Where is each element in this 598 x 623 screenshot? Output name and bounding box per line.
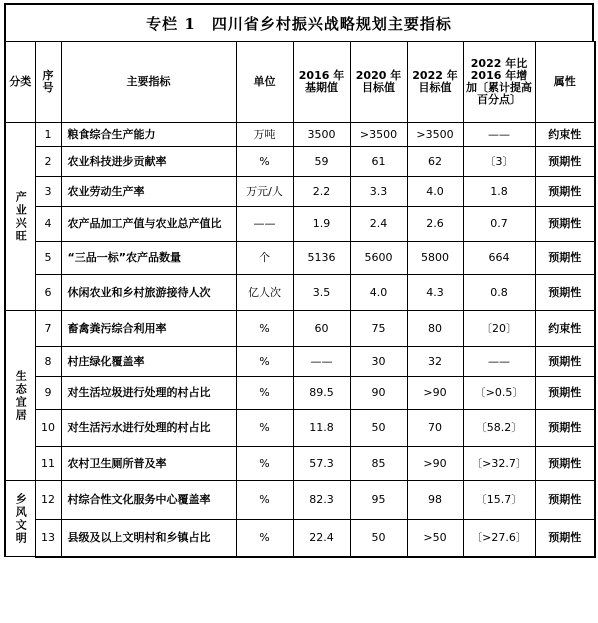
row-indicator: 农村卫生厕所普及率 bbox=[61, 447, 236, 481]
row-attr: 预期性 bbox=[535, 177, 595, 207]
row-attr: 约束性 bbox=[535, 123, 595, 147]
row-indicator: “三品一标”农产品数量 bbox=[61, 242, 236, 275]
row-target-2022: 2.6 bbox=[407, 207, 463, 242]
header-base-2016: 2016 年基期值 bbox=[293, 42, 350, 123]
row-indicator: 农业科技进步贡献率 bbox=[61, 147, 236, 177]
row-indicator: 县级及以上文明村和乡镇占比 bbox=[61, 520, 236, 557]
row-target-2022: 4.0 bbox=[407, 177, 463, 207]
row-unit: % bbox=[236, 447, 293, 481]
row-base-2016: 57.3 bbox=[293, 447, 350, 481]
header-category: 分类 bbox=[5, 42, 35, 123]
row-seq: 10 bbox=[35, 410, 61, 447]
row-target-2022: 5800 bbox=[407, 242, 463, 275]
header-target-2022: 2022 年目标值 bbox=[407, 42, 463, 123]
row-seq: 4 bbox=[35, 207, 61, 242]
row-increase: —— bbox=[463, 347, 535, 377]
row-attr: 预期性 bbox=[535, 481, 595, 520]
row-increase: 〔>0.5〕 bbox=[463, 377, 535, 410]
row-target-2022: >90 bbox=[407, 447, 463, 481]
table-row bbox=[5, 481, 595, 520]
table-row bbox=[5, 207, 595, 242]
row-attr: 预期性 bbox=[535, 207, 595, 242]
row-unit: 亿人次 bbox=[236, 275, 293, 311]
row-increase: 〔>27.6〕 bbox=[463, 520, 535, 557]
row-increase: 〔20〕 bbox=[463, 311, 535, 347]
category-label: 产业兴旺 bbox=[14, 190, 28, 243]
header-seq: 序号 bbox=[35, 42, 61, 123]
row-seq: 3 bbox=[35, 177, 61, 207]
row-seq: 2 bbox=[35, 147, 61, 177]
header-increase: 2022 年比 2016 年增加〔累计提高百分点〕 bbox=[463, 42, 535, 123]
row-target-2020: 30 bbox=[350, 347, 407, 377]
table-row bbox=[5, 147, 595, 177]
row-increase: 0.7 bbox=[463, 207, 535, 242]
table-row bbox=[5, 275, 595, 311]
table-row bbox=[5, 311, 595, 347]
row-indicator: 村庄绿化覆盖率 bbox=[61, 347, 236, 377]
row-unit: % bbox=[236, 347, 293, 377]
row-target-2022: >90 bbox=[407, 377, 463, 410]
row-target-2020: 95 bbox=[350, 481, 407, 520]
row-unit: % bbox=[236, 377, 293, 410]
table-row bbox=[5, 242, 595, 275]
row-target-2020: 85 bbox=[350, 447, 407, 481]
row-attr: 预期性 bbox=[535, 147, 595, 177]
row-target-2020: >3500 bbox=[350, 123, 407, 147]
row-unit: % bbox=[236, 481, 293, 520]
row-target-2020: 90 bbox=[350, 377, 407, 410]
row-target-2022: 80 bbox=[407, 311, 463, 347]
table-row bbox=[5, 447, 595, 481]
row-indicator: 村综合性文化服务中心覆盖率 bbox=[61, 481, 236, 520]
table-row bbox=[5, 123, 595, 147]
category-cell bbox=[5, 123, 35, 311]
header-indicator: 主要指标 bbox=[61, 42, 236, 123]
table-row bbox=[5, 177, 595, 207]
row-unit: % bbox=[236, 520, 293, 557]
row-target-2022: 4.3 bbox=[407, 275, 463, 311]
row-target-2020: 50 bbox=[350, 520, 407, 557]
header-row bbox=[5, 42, 595, 123]
row-attr: 预期性 bbox=[535, 347, 595, 377]
row-seq: 1 bbox=[35, 123, 61, 147]
row-indicator: 粮食综合生产能力 bbox=[61, 123, 236, 147]
row-increase: 〔15.7〕 bbox=[463, 481, 535, 520]
row-indicator: 休闲农业和乡村旅游接待人次 bbox=[61, 275, 236, 311]
row-attr: 预期性 bbox=[535, 275, 595, 311]
row-target-2022: 62 bbox=[407, 147, 463, 177]
row-base-2016: 60 bbox=[293, 311, 350, 347]
row-indicator: 畜禽粪污综合利用率 bbox=[61, 311, 236, 347]
header-target-2020: 2020 年目标值 bbox=[350, 42, 407, 123]
row-unit: 个 bbox=[236, 242, 293, 275]
row-base-2016: 11.8 bbox=[293, 410, 350, 447]
table-row bbox=[5, 347, 595, 377]
header-attr: 属性 bbox=[535, 42, 595, 123]
row-base-2016: 22.4 bbox=[293, 520, 350, 557]
row-unit: 万元/人 bbox=[236, 177, 293, 207]
category-label: 乡风文明 bbox=[14, 492, 28, 545]
row-unit: —— bbox=[236, 207, 293, 242]
category-cell bbox=[5, 481, 35, 557]
row-attr: 预期性 bbox=[535, 410, 595, 447]
row-increase: 0.8 bbox=[463, 275, 535, 311]
table-body bbox=[5, 123, 595, 557]
row-target-2022: 32 bbox=[407, 347, 463, 377]
row-target-2020: 5600 bbox=[350, 242, 407, 275]
row-seq: 6 bbox=[35, 275, 61, 311]
row-attr: 预期性 bbox=[535, 377, 595, 410]
row-target-2020: 61 bbox=[350, 147, 407, 177]
row-attr: 预期性 bbox=[535, 447, 595, 481]
row-increase: 〔>32.7〕 bbox=[463, 447, 535, 481]
table-row bbox=[5, 377, 595, 410]
row-seq: 11 bbox=[35, 447, 61, 481]
row-base-2016: 3500 bbox=[293, 123, 350, 147]
table-row bbox=[5, 410, 595, 447]
row-indicator: 农业劳动生产率 bbox=[61, 177, 236, 207]
row-base-2016: —— bbox=[293, 347, 350, 377]
row-base-2016: 82.3 bbox=[293, 481, 350, 520]
indicator-table bbox=[4, 41, 596, 558]
category-label: 生态宜居 bbox=[14, 369, 28, 422]
row-unit: % bbox=[236, 147, 293, 177]
row-unit: % bbox=[236, 311, 293, 347]
row-base-2016: 3.5 bbox=[293, 275, 350, 311]
row-increase: 664 bbox=[463, 242, 535, 275]
row-base-2016: 59 bbox=[293, 147, 350, 177]
row-base-2016: 89.5 bbox=[293, 377, 350, 410]
row-indicator: 农产品加工产值与农业总产值比 bbox=[61, 207, 236, 242]
row-attr: 预期性 bbox=[535, 520, 595, 557]
row-target-2022: >3500 bbox=[407, 123, 463, 147]
row-unit: 万吨 bbox=[236, 123, 293, 147]
row-target-2020: 50 bbox=[350, 410, 407, 447]
category-cell bbox=[5, 311, 35, 481]
row-base-2016: 5136 bbox=[293, 242, 350, 275]
row-target-2020: 3.3 bbox=[350, 177, 407, 207]
row-unit: % bbox=[236, 410, 293, 447]
table-title: 专栏 1 四川省乡村振兴战略规划主要指标 bbox=[4, 3, 594, 41]
row-indicator: 对生活垃圾进行处理的村占比 bbox=[61, 377, 236, 410]
row-seq: 7 bbox=[35, 311, 61, 347]
row-indicator: 对生活污水进行处理的村占比 bbox=[61, 410, 236, 447]
row-seq: 8 bbox=[35, 347, 61, 377]
row-base-2016: 2.2 bbox=[293, 177, 350, 207]
row-attr: 预期性 bbox=[535, 242, 595, 275]
row-base-2016: 1.9 bbox=[293, 207, 350, 242]
row-target-2022: >50 bbox=[407, 520, 463, 557]
row-increase: 〔3〕 bbox=[463, 147, 535, 177]
row-seq: 13 bbox=[35, 520, 61, 557]
row-attr: 约束性 bbox=[535, 311, 595, 347]
row-target-2020: 2.4 bbox=[350, 207, 407, 242]
header-unit: 单位 bbox=[236, 42, 293, 123]
row-increase: 〔58.2〕 bbox=[463, 410, 535, 447]
indicator-sheet bbox=[4, 3, 594, 616]
row-target-2022: 70 bbox=[407, 410, 463, 447]
row-increase: —— bbox=[463, 123, 535, 147]
row-seq: 12 bbox=[35, 481, 61, 520]
table-row bbox=[5, 520, 595, 557]
row-target-2022: 98 bbox=[407, 481, 463, 520]
row-target-2020: 4.0 bbox=[350, 275, 407, 311]
row-seq: 5 bbox=[35, 242, 61, 275]
row-increase: 1.8 bbox=[463, 177, 535, 207]
row-target-2020: 75 bbox=[350, 311, 407, 347]
row-seq: 9 bbox=[35, 377, 61, 410]
